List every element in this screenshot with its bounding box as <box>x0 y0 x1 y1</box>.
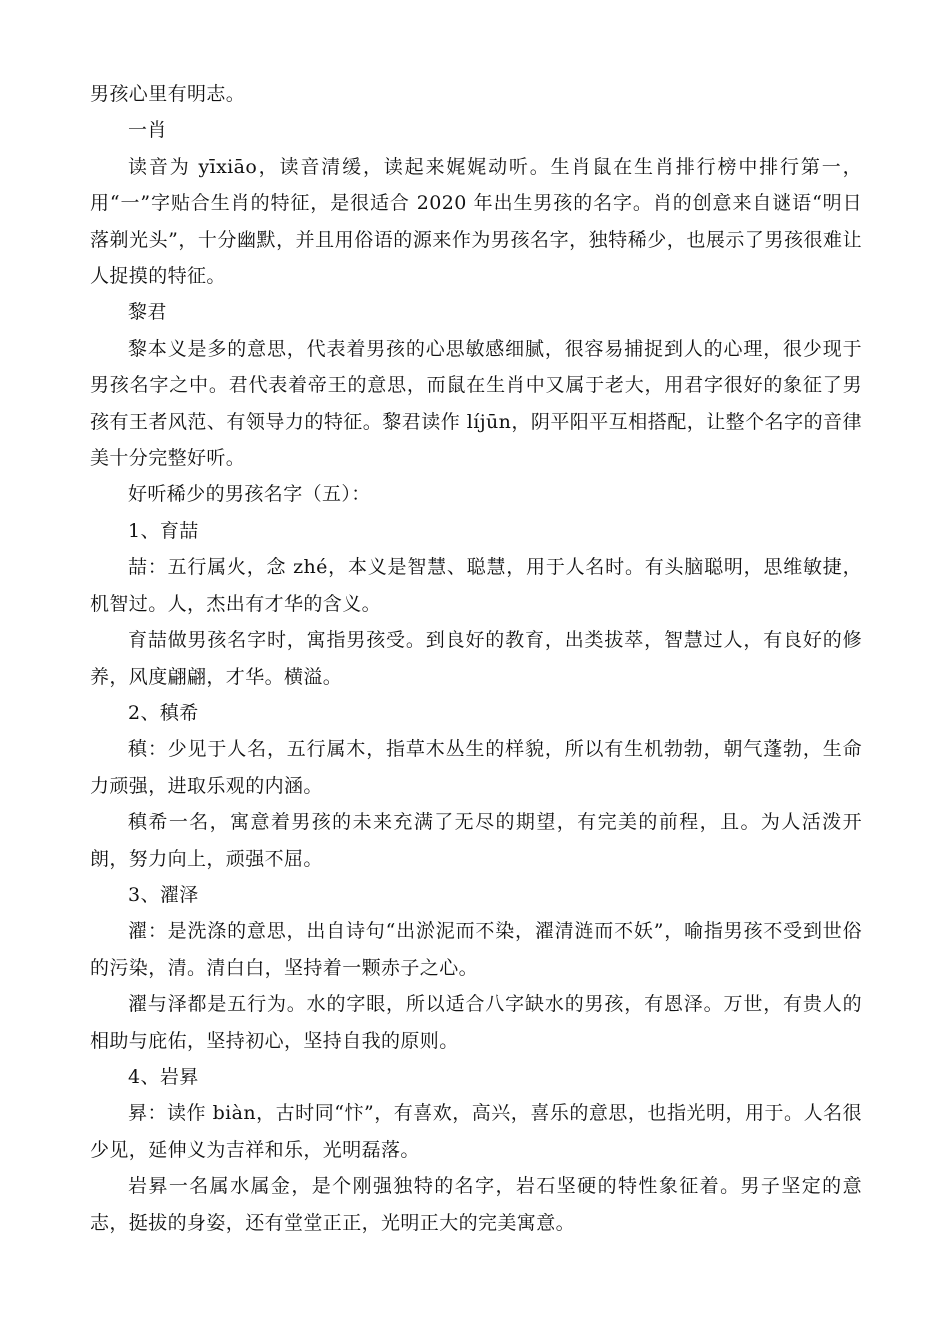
name-heading: 一肖 <box>128 119 167 142</box>
paragraph: 稹希一名，寓意着男孩的未来充满了无尽的期望，有完美的前程，且。为人活泼开朗，努力向上，顽强不屈。 <box>90 811 862 870</box>
section-heading: 好听稀少的男孩名字（五）： <box>128 483 371 506</box>
paragraph: 喆：五行属火，念 zhé，本义是智慧、聪慧，用于人名时。有头脑聪明，思维敏捷，机智过。人，杰出有才华的含义。 <box>90 556 862 615</box>
paragraph: 读音为 yīxiāo，读音清缓，读起来娓娓动听。生肖鼠在生肖排行榜中排行第一，用“一”字贴合生肖的特征，是很适合 2020 年出生男孩的名字。肖的创意来自谜语“明日落剃光头”，十分幽默，并且用俗语的源来作为男孩名字，独特稀少，也展示了男孩很难让人捉摸的特征。 <box>90 155 862 288</box>
name-heading: 黎君 <box>128 301 167 324</box>
paragraph: 黎本义是多的意思，代表着男孩的心思敏感细腻，很容易捕捉到人的心理，很少现于男孩名字之中。君代表着帝王的意思，而鼠在生肖中又属于老大，用君字很好的象征了男孩有王者风范、有领导力的特征。黎君读作 líjūn，阴平阳平互相搭配，让整个名字的音律美十分完整好听。 <box>90 337 862 470</box>
paragraph: 濯与泽都是五行为。水的字眼，所以适合八字缺水的男孩，有恩泽。万世，有贵人的相助与庇佑，坚持初心，坚持自我的原则。 <box>90 993 862 1052</box>
paragraph: 男孩心里有明志。 <box>90 83 246 105</box>
document-page <box>90 76 862 1241</box>
name-heading: 3、濯泽 <box>128 883 199 906</box>
paragraph: 濯：是洗涤的意思，出自诗句“出淤泥而不染，濯清涟而不妖”，喻指男孩不受到世俗的污染，清。清白白，坚持着一颗赤子之心。 <box>90 920 862 979</box>
paragraph: 育喆做男孩名字时，寓指男孩受。到良好的教育，出类拔萃，智慧过人，有良好的修养，风度翩翩，才华。横溢。 <box>90 629 862 688</box>
paragraph: 昪：读作 biàn，古时同“忭”，有喜欢，高兴，喜乐的意思，也指光明，用于。人名很少见，延伸义为吉祥和乐，光明磊落。 <box>90 1102 862 1161</box>
name-heading: 2、稹希 <box>128 701 199 724</box>
paragraph: 岩昪一名属水属金，是个刚强独特的名字，岩石坚硬的特性象征着。男子坚定的意志，挺拔的身姿，还有堂堂正正，光明正大的完美寓意。 <box>90 1175 862 1234</box>
paragraph: 稹：少见于人名，五行属木，指草木丛生的样貌，所以有生机勃勃，朝气蓬勃，生命力顽强，进取乐观的内涵。 <box>90 738 862 797</box>
name-heading: 1、育喆 <box>128 519 199 542</box>
name-heading: 4、岩昪 <box>128 1065 199 1088</box>
